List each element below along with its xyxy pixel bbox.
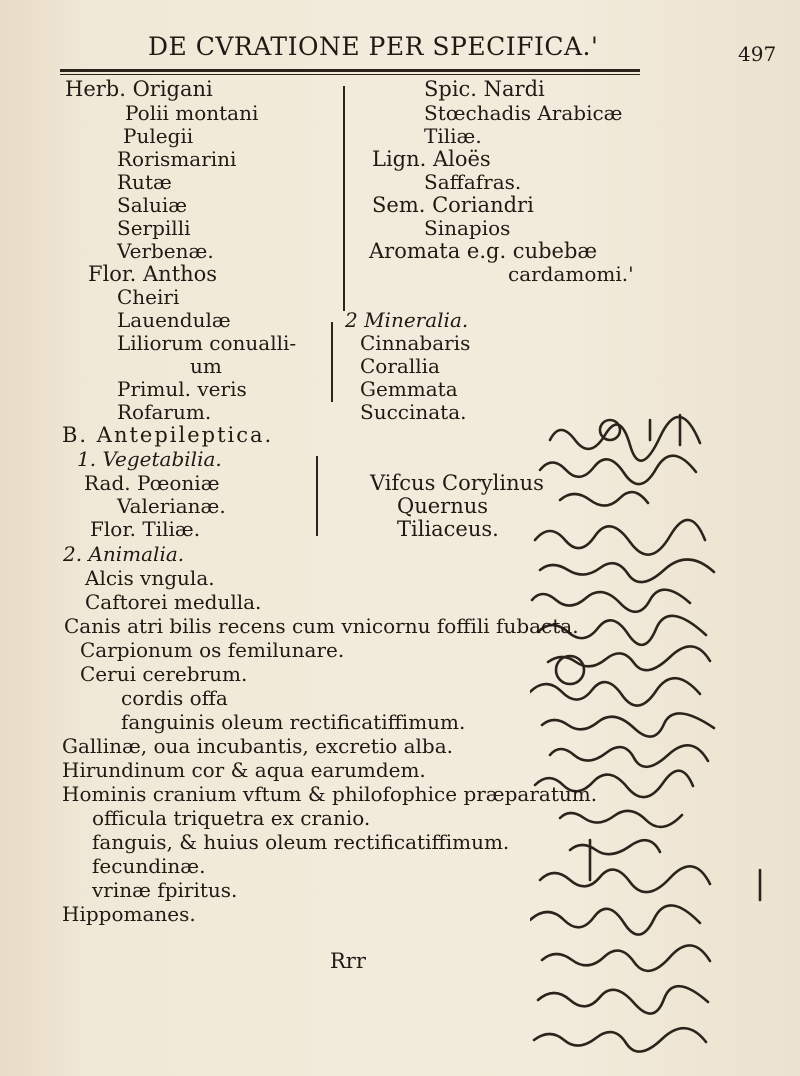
left-item: Flor. Anthos [88,262,218,286]
animalia-item: Carpionum os femilunare. [80,638,345,662]
animalia-item: Cerui cerebrum. [80,662,248,686]
right-item: Succinata. [360,400,467,424]
left-item: Rofarum. [117,400,212,424]
animalia-item: Hominis cranium vftum & philofophice præparatum. [62,782,598,806]
column-divider-veg [316,456,318,536]
right-item: Corallia [360,354,440,378]
animalia-item: Hirundinum cor & aqua earumdem. [62,758,426,782]
veg-right-item: Vifcus Corylinus [370,471,544,495]
subsection-heading: 1. Vegetabilia. [77,447,222,471]
signature-mark: Rrr [330,949,366,973]
right-item: Aromata e.g. cubebæ [369,239,598,263]
left-item: Polii montani [125,101,259,125]
right-item: cardamomi.' [508,262,634,286]
running-head: DE CVRATIONE PER SPECIFICA.' [148,32,599,61]
right-item: Saffafras. [424,170,522,194]
animalia-item: Gallinæ, oua incubantis, excretio alba. [62,734,454,758]
left-item: Cheiri [117,285,180,309]
left-item: Rorismarini [117,147,237,171]
left-item: Serpilli [117,216,191,240]
animalia-item: Alcis vngula. [85,566,215,590]
left-item: Primul. veris [117,377,247,401]
right-item: Sinapios [424,216,511,240]
right-item: Sem. Coriandri [372,193,534,217]
animalia-item: vrinæ fpiritus. [92,878,238,902]
animalia-item: officula triquetra ex cranio. [92,806,371,830]
header-rule-thin [60,74,640,75]
animalia-item: fecundinæ. [92,854,206,878]
right-item: Cinnabaris [360,331,471,355]
handwritten-annotation-icon [530,400,800,1076]
animalia-item: fanguinis oleum rectificatiffimum. [121,710,466,734]
right-item: Lign. Aloës [372,147,491,171]
right-item: Spic. Nardi [424,77,545,101]
section-heading: B. Antepileptica. [62,423,274,447]
left-item: Verbenæ. [117,239,214,263]
animalia-item: fanguis, & huius oleum rectificatiffimum. [92,830,510,854]
left-item: Pulegii [123,124,194,148]
subsection-heading: 2. Animalia. [63,542,185,566]
column-divider-top-left [343,86,345,311]
left-item: Saluiæ [117,193,188,217]
left-item: Rutæ [117,170,172,194]
right-item: Stœchadis Arabicæ [424,101,623,125]
column-divider-top-mid [331,322,333,402]
page-number: 497 [738,42,777,66]
right-item: 2 Mineralia. [345,308,469,332]
animalia-item: Canis atri bilis recens cum vnicornu foffili fubacta. [64,614,579,638]
animalia-item: Hippomanes. [62,902,196,926]
left-item: Lauendulæ [117,308,231,332]
right-item: Tiliæ. [424,124,482,148]
left-item: um [190,354,222,378]
veg-left-item: Flor. Tiliæ. [90,517,201,541]
left-item: Liliorum conualli- [117,331,297,355]
left-item: Herb. Origani [65,77,213,101]
veg-left-item: Rad. Pœoniæ [84,471,220,495]
animalia-item: Caftorei medulla. [85,590,262,614]
right-item: Gemmata [360,377,458,401]
animalia-item: cordis offa [121,686,228,710]
veg-right-item: Tiliaceus. [397,517,499,541]
header-rule [60,69,640,72]
veg-left-item: Valerianæ. [117,494,226,518]
veg-right-item: Quernus [397,494,489,518]
